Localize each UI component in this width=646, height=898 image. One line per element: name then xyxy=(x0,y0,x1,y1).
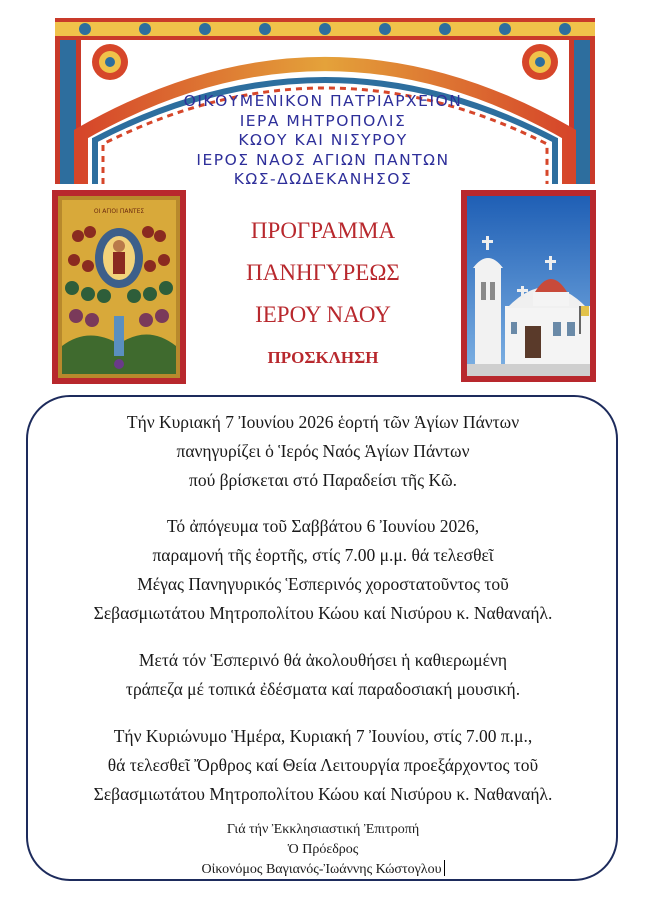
text-line: Τό ἀπόγευμα τοῦ Σαββάτου 6 Ἰουνίου 2026, xyxy=(166,516,480,536)
text-line: Μέγας Πανηγυρικός Ἑσπερινός χοροστατοῦντος τοῦ xyxy=(137,574,509,594)
paragraph-feast-announcement xyxy=(30,408,616,495)
title-line: ΠΑΝΗΓΥΡΕΩΣ xyxy=(246,260,400,285)
text-line: θά τελεσθεῖ Ὄρθρος καί Θεία Λειτουργία προεξάρχοντος τοῦ xyxy=(107,755,539,775)
church-photo xyxy=(467,196,590,376)
signature-line: Ὁ Πρόεδρος xyxy=(287,842,359,857)
program-title xyxy=(200,210,446,336)
header-line: ΙΕΡΟΣ ΝΑΟΣ ΑΓΙΩΝ ΠΑΝΤΩΝ xyxy=(196,150,450,169)
text-line: Σεβασμιωτάτου Μητροπολίτου Κώου καί Νισύρου κ. Ναθαναήλ. xyxy=(93,603,553,623)
icon-caption: ΟΙ ΑΓΙΟΙ ΠΑΝΤΕΣ xyxy=(93,208,145,215)
text-cursor xyxy=(444,860,445,876)
text-line: Μετά τόν Ἑσπερινό θά ἀκολουθήσει ἡ καθιερωμένη xyxy=(138,650,508,670)
signature-line: Γιά τήν Ἐκκλησιαστική Ἐπιτροπή xyxy=(226,822,420,837)
text-line: πού βρίσκεται στό Παραδείσι τῆς Κῶ. xyxy=(189,470,457,490)
signature-line: Οἰκονόμος Βαγιανός-Ἰωάννης Κώστογλου xyxy=(201,862,442,877)
church-photo-frame xyxy=(461,190,596,382)
invitation-heading: ΠΡΟΣΚΛΗΣΗ xyxy=(267,348,379,367)
paragraph-vespers xyxy=(30,512,616,628)
paragraph-divine-liturgy xyxy=(30,722,616,809)
header-line: ΚΩΟΥ ΚΑΙ ΝΙΣΥΡΟΥ xyxy=(238,131,408,149)
paragraph-reception xyxy=(30,646,616,704)
signature-name-line[interactable] xyxy=(120,860,526,880)
title-line: ΙΕΡΟΥ ΝΑΟΥ xyxy=(255,302,391,327)
text-line: Τήν Κυριακή 7 Ἰουνίου 2026 ἑορτή τῶν Ἁγίων Πάντων xyxy=(126,412,520,432)
text-line: Τήν Κυριώνυμο Ἡμέρα, Κυριακή 7 Ἰουνίου, στίς 7.00 π.μ., xyxy=(113,726,533,746)
text-line: πανηγυρίζει ὁ Ἱερός Ναός Ἁγίων Πάντων xyxy=(176,441,470,461)
header-line: ΚΩΣ-ΔΩΔΕΚΑΝΗΣΟΣ xyxy=(233,170,413,188)
header-line: ΙΕΡΑ ΜΗΤΡΟΠΟΛΙΣ xyxy=(239,111,407,130)
text-line: Σεβασμιωτάτου Μητροπολίτου Κώου καί Νισύρου κ. Ναθαναήλ. xyxy=(93,784,553,804)
signature-block xyxy=(120,820,526,880)
header-title-block xyxy=(140,92,506,190)
header-line: ΟΙΚΟΥΜΕΝΙΚΟΝ ΠΑΤΡΙΑΡΧΕΙΟΝ xyxy=(183,92,463,110)
icon-painting-frame xyxy=(52,190,186,384)
text-line: τράπεζα μέ τοπικά ἐδέσματα καί παραδοσιακή μουσική. xyxy=(125,679,521,699)
title-line: ΠΡΟΓΡΑΜΜΑ xyxy=(250,218,396,243)
all-saints-icon-image xyxy=(58,196,180,378)
text-line: παραμονή τῆς ἑορτῆς, στίς 7.00 μ.μ. θά τελεσθεῖ xyxy=(152,545,494,565)
